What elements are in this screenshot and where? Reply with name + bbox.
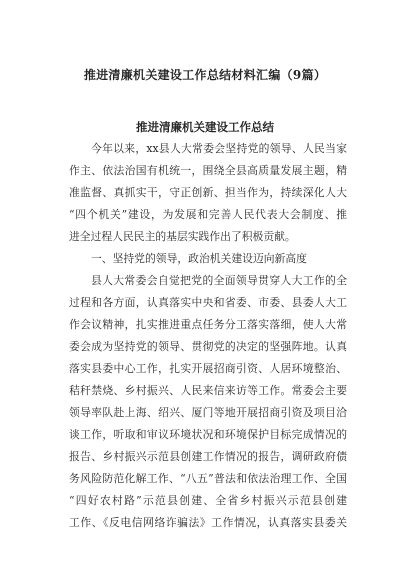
paragraph-line: “四好农村路”示范县创建、全省乡村振兴示范县创建 <box>69 494 347 507</box>
paragraph-line: 县人大常委会自觉把党的全面领导贯穿人大工作的全 <box>91 274 347 287</box>
paragraph-line: 落实县委中心工作，扎实开展招商引资、人居环境整治、 <box>69 362 347 375</box>
paragraph-line: 作主、依法治国有机统一，围绕全县高质量发展主题，精 <box>69 164 347 177</box>
section-heading: 一、坚持党的领导，政治机关建设迈向新高度 <box>91 252 307 265</box>
paragraph-line: 作会议精神，扎实推进重点任务分工落实落细，使人大常 <box>69 318 347 331</box>
paragraph-line: 秸秆禁烧、乡村振兴、人民来信来访等工作。常委会主要 <box>69 384 347 397</box>
paragraph-line: 准监督、真抓实干，守正创新、担当作为，持续深化人大 <box>69 186 347 199</box>
paragraph-line: 领导率队赴上海、绍兴、厦门等地开展招商引资及项目洽 <box>69 406 347 419</box>
paragraph-line: 工作、《反电信网络诈骗法》工作情况，认真落实县委关 <box>69 516 347 529</box>
paragraph-line: 今年以来，xx县人大常委会坚持党的领导、人民当家 <box>91 142 347 155</box>
paragraph-line: 谈工作，听取和审议环境状况和环境保护目标完成情况的 <box>69 428 347 441</box>
paragraph-line: 务风险防范化解工作、“八五”普法和依法治理工作、全国 <box>69 472 347 485</box>
paragraph-line: 报告、乡村振兴示范县创建工作情况的报告，调研政府债 <box>69 450 347 463</box>
paragraph-line: 过程和各方面，认真落实中央和省委、市委、县委人大工 <box>69 296 347 309</box>
paragraph-line: “四个机关”建设，为发展和完善人民代表大会制度、推 <box>69 208 347 221</box>
paragraph-line: 委会成为坚持党的领导、贯彻党的决定的坚强阵地。认真 <box>69 340 347 353</box>
document-title: 推进清廉机关建设工作总结材料汇编（9篇） <box>83 68 327 82</box>
section-title: 推进清廉机关建设工作总结 <box>136 120 274 134</box>
paragraph-line: 进全过程人民民主的基层实践作出了积极贡献。 <box>69 230 296 243</box>
